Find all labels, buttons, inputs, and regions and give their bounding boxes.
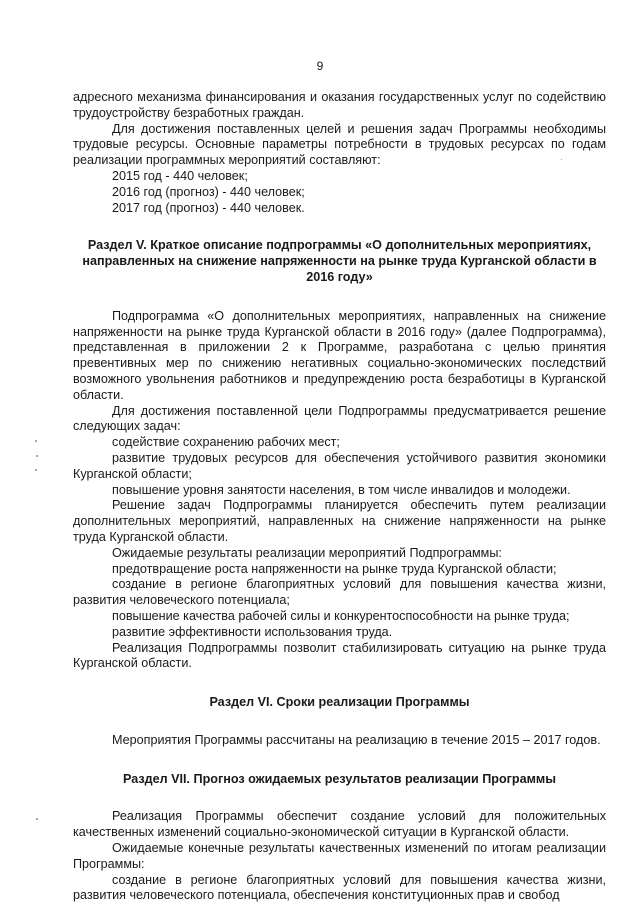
result-item: повышение качества рабочей силы и конкурентоспособности на рынке труда; xyxy=(112,608,570,623)
section-5-paragraph: Реализация Подпрограммы позволит стабилизировать ситуацию на рынке труда Курганской области. xyxy=(73,640,606,671)
section-5-heading: Раздел V. Краткое описание подпрограммы «О дополнительных мероприятиях, направленных на снижение напряженности на рынке труда Курганской области в 2016 году» xyxy=(82,238,597,284)
year-item: 2016 год (прогноз) - 440 человек; xyxy=(112,184,305,199)
task-item: развитие трудовых ресурсов для обеспечения устойчивого развития экономики Курганской области; xyxy=(73,450,606,481)
result-item: предотвращение роста напряженности на рынке труда Курганской области; xyxy=(112,561,557,576)
section-7-paragraph: создание в регионе благоприятных условий для повышения качества жизни, развития человеческого потенциала, обеспечения конституционных прав и свобод xyxy=(73,872,606,903)
section-7-heading: Раздел VII. Прогноз ожидаемых результатов реализации Программы xyxy=(123,771,556,786)
section-5-paragraph: Для достижения поставленной цели Подпрограммы предусматривается решение следующих задач: xyxy=(73,403,606,434)
section-5-paragraph: Решение задач Подпрограммы планируется обеспечить путем реализации дополнительных мероприятий, направленных на снижение напряженности на рынке труда Курганской области. xyxy=(73,498,606,544)
result-item: создание в регионе благоприятных условий для повышения качества жизни, развития человеческого потенциала; xyxy=(73,577,606,608)
section-7-paragraph: Реализация Программы обеспечит создание условий для положительных качественных изменений социально-экономической ситуации в Курганской области. xyxy=(73,809,606,840)
document-body xyxy=(73,90,606,904)
section-6-heading: Раздел VI. Сроки реализации Программы xyxy=(209,695,470,710)
section-5-paragraph: Ожидаемые результаты реализации мероприятий Подпрограммы: xyxy=(112,545,502,560)
intro-paragraph: адресного механизма финансирования и оказания государственных услуг по содействию трудоустройству безработных граждан. xyxy=(73,90,606,120)
result-item: развитие эффективности использования труда. xyxy=(112,624,393,639)
scan-speck xyxy=(36,455,38,457)
year-item: 2015 год - 440 человек; xyxy=(112,168,248,183)
year-item: 2017 год (прогноз) - 440 человек. xyxy=(112,200,305,215)
task-item: повышение уровня занятости населения, в том числе инвалидов и молодежи. xyxy=(112,482,571,497)
section-7-paragraph: Ожидаемые конечные результаты качественных изменений по итогам реализации Программы: xyxy=(73,841,606,871)
scan-speck xyxy=(35,469,37,471)
page-number: 9 xyxy=(316,59,324,73)
scan-speck xyxy=(35,440,37,442)
scan-speck xyxy=(36,818,38,820)
section-6-paragraph: Мероприятия Программы рассчитаны на реализацию в течение 2015 – 2017 годов. xyxy=(112,732,601,747)
intro-paragraph: Для достижения поставленных целей и решения задач Программы необходимы трудовые ресурсы. Основные параметры потребности в трудовых ресурсах по годам реализации программных мероприятий составляют: xyxy=(73,121,606,168)
task-item: содействие сохранению рабочих мест; xyxy=(112,435,340,450)
section-5-paragraph: Подпрограмма «О дополнительных мероприятиях, направленных на снижение напряженности на рынке труда Курганской области в 2016 году» (далее Подпрограмма), представленная в приложении 2 к Программе, разработана с целью принятия превентивных мер по снижению негативных социально-экономических последствий возможного увольнения работников и предупреждению роста безработицы в Курганской области. xyxy=(73,308,606,402)
